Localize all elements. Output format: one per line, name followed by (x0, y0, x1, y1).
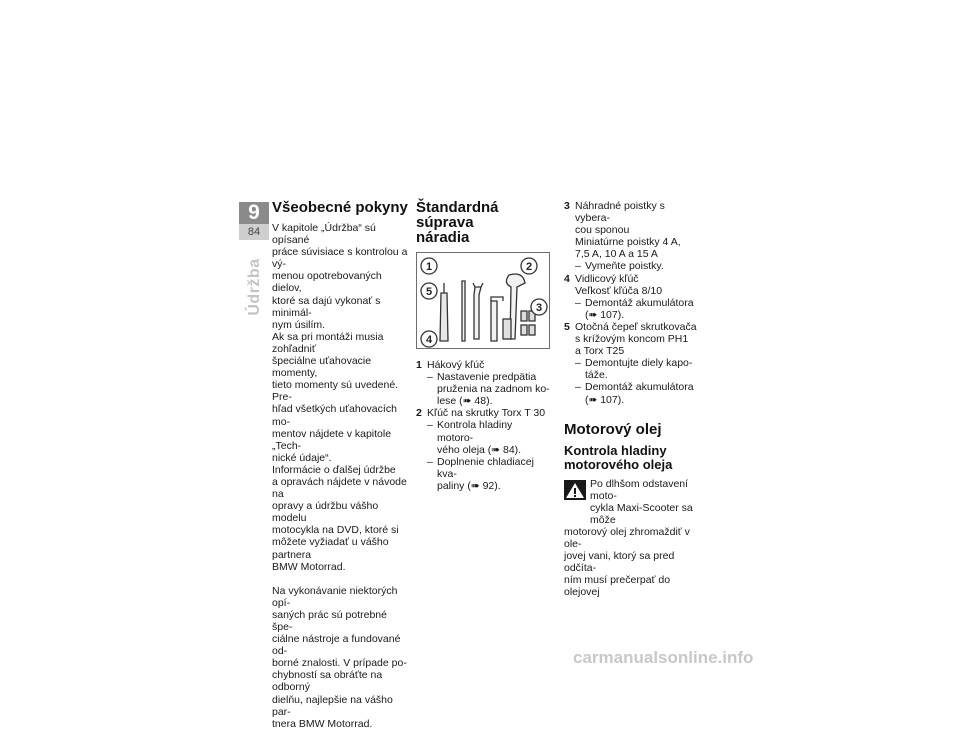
toolkit-figure (416, 252, 550, 349)
sub-item: – Kontrola hladiny motoro- vého oleja (➠ 84). (427, 419, 522, 456)
sub-item-text: Demontáž akumulátora (585, 381, 694, 394)
item-text: a Torx T25 (575, 345, 625, 358)
heading-toolkit (416, 200, 550, 245)
callout-4: 4 (425, 334, 433, 346)
column-toolkit (416, 200, 550, 492)
warning-note (564, 478, 702, 526)
subheading-oil-level (564, 444, 702, 472)
sub-item-text: Vymeňte poistky. (585, 260, 664, 273)
text-line: opravy a údržbu vášho modelu (272, 500, 379, 525)
text-line: Ak sa pri montáži musia zohľadniť (272, 330, 384, 355)
sub-item-text: Kontrola hladiny motoro- (437, 419, 513, 444)
paragraph-special-tools (272, 585, 408, 730)
sub-item-text: Doplnenie chladiacej kva- (437, 455, 534, 480)
text-line: chybností sa obráťte na odborný (272, 669, 383, 694)
item-number: 4 (564, 272, 570, 285)
paragraph-intro (272, 222, 408, 573)
list-item (564, 273, 702, 321)
text-line: hľad všetkých uťahovacích mo- (272, 403, 397, 428)
text-line: saných prác sú potrebné špe- (272, 608, 387, 633)
sub-item-text: táže. (585, 369, 608, 382)
heading-general-notes: Všeobecné pokyny (272, 199, 408, 216)
text-line: a opravách nájdete v návode na (272, 475, 407, 501)
item-number: 1 (416, 359, 422, 371)
paragraph-oil (564, 526, 702, 599)
sub-item: – Vymeňte poistky. (575, 260, 664, 273)
text-line: dielňu, najlepšie na vášho par- (272, 693, 393, 718)
text-line: mentov nájdete v kapitole „Tech- (272, 427, 392, 452)
sub-item: – Demontáž akumulátora (➠ 107). (575, 381, 694, 406)
item-text: Otočná čepeľ skrutkovača (575, 320, 697, 333)
callout-5: 5 (425, 286, 433, 298)
sub-item-text: Demontujte diely kapo- (585, 357, 693, 370)
text-line: môžete vyžiadať u vášho partnera (272, 536, 389, 561)
text-line: nym úsilím. (272, 318, 326, 331)
heading-line: Štandardná súprava (416, 199, 499, 231)
callout-1: 1 (425, 261, 433, 273)
subheading-line: motorového oleja (564, 456, 673, 472)
page-number: 84 (239, 224, 269, 240)
section-tab-label: Údržba (246, 258, 263, 316)
sub-item-text: (➠ 107). (585, 308, 625, 321)
text-line: tnera BMW Motorrad. (272, 717, 373, 730)
text-line: práce súvisiace s kontrolou a vý- (272, 246, 408, 271)
watermark: carmanualsonline.info (573, 648, 754, 667)
sub-item: – Demontujte diely kapo- táže. (575, 357, 693, 382)
sub-item-text: (➠ 107). (585, 393, 625, 406)
item-text: Kľúč na skrutky Torx T 30 (427, 407, 546, 420)
text-line: nické údaje“. (272, 451, 332, 464)
sub-item: – Demontáž akumulátora (➠ 107). (575, 296, 694, 321)
chapter-number: 9 (239, 202, 269, 224)
callout-2: 2 (525, 261, 533, 273)
warning-text: Po dlhšom odstavení moto- (590, 477, 689, 502)
subheading-line: Kontrola hladiny (564, 442, 667, 458)
section-tab (235, 252, 275, 322)
text-line: jovej vani, ktorý sa pred odčíta- (564, 550, 675, 575)
callout-3: 3 (535, 302, 543, 314)
item-number: 3 (564, 200, 570, 212)
sub-item-text: Nastavenie predpätia (437, 371, 537, 384)
list-item (416, 359, 550, 407)
text-line: V kapitole „Údržba“ sú opísané (272, 222, 376, 247)
item-text: Miniatúrne poistky 4 A, (575, 236, 681, 249)
text-line: špeciálne uťahovacie momenty, (272, 355, 372, 380)
text-line: borné znalosti. V prípade po- (272, 657, 407, 670)
list-item (416, 407, 550, 492)
list-item (564, 321, 702, 406)
warning-text: cykla Maxi-Scooter sa môže (590, 501, 693, 526)
column-general-notes (272, 200, 408, 730)
item-number: 2 (416, 407, 422, 420)
item-text: s krížovým koncom PH1 (575, 333, 689, 346)
text-line: ním musí prečerpať do olejovej (564, 574, 671, 599)
item-text: cou sponou (575, 224, 630, 237)
item-text: Náhradné poistky s vybera- (575, 200, 665, 225)
item-number: 5 (564, 320, 570, 333)
warning-icon (564, 480, 586, 500)
text-line: motorový olej zhromaždiť v ole- (564, 525, 690, 551)
sub-item-text: pruženia na zadnom ko- (437, 383, 550, 396)
text-line: menou opotrebovaných dielov, (272, 270, 382, 295)
text-line: tieto momenty sú uvedené. Pre- (272, 379, 399, 404)
heading-line: náradia (416, 229, 470, 246)
column-toolkit-cont (564, 200, 702, 599)
item-text: Hákový kľúč (427, 359, 485, 371)
text-line: Informácie o ďalšej údržbe (272, 463, 396, 476)
sub-item: – Nastavenie predpätia pruženia na zadnom ko- lese (➠ 48). (427, 371, 550, 408)
sub-item-text: lese (➠ 48). (437, 395, 493, 408)
list-item (564, 200, 702, 273)
text-line: ktoré sa dajú vykonať s minimál- (272, 294, 381, 319)
sub-item-text: Demontáž akumulátora (585, 296, 694, 309)
item-text: Vidlicový kľúč (575, 272, 639, 285)
sub-item: – Doplnenie chladiacej kva- paliny (➠ 92). (427, 455, 534, 492)
item-text: 7,5 A, 10 A a 15 A (575, 248, 658, 261)
text-line: motocykla na DVD, ktoré si (272, 524, 399, 537)
sub-item-text: paliny (➠ 92). (437, 479, 501, 492)
text-line: Na vykonávanie niektorých opí- (272, 584, 398, 609)
sub-item-text: vého oleja (➠ 84). (437, 443, 522, 456)
text-line: BMW Motorrad. (272, 560, 346, 573)
text-line: ciálne nástroje a fundované od- (272, 633, 401, 658)
toolkit-illustration (417, 253, 549, 348)
heading-engine-oil: Motorový olej (564, 420, 662, 438)
item-text: Veľkosť kľúča 8/10 (575, 284, 663, 297)
screwdriver-handle-shape (440, 293, 448, 341)
